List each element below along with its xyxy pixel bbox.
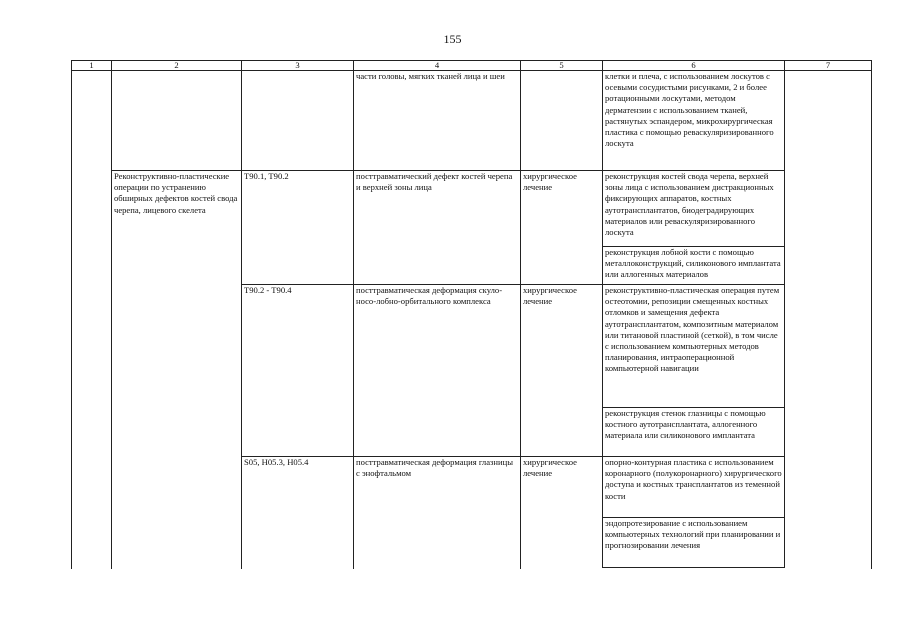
codes-cell: T90.2 - T90.4 <box>242 285 354 457</box>
column-header: 3 <box>242 61 354 71</box>
method-cell: эндопротезирование с использованием компьютерных технологий при планировании и прогнозировании лечения <box>603 518 785 568</box>
method-cell <box>603 568 785 569</box>
method-cell: реконструкция костей свода черепа, верхней зоны лица с использованием дистракционных фиксирующих аппаратов, костных аутотрансплантатов, биодеградирующих материалов или реваскуляризированного лоскута <box>603 171 785 247</box>
col3-cell <box>242 71 354 171</box>
method-cell: реконструкция стенок глазницы с помощью костного аутотрансплантата, аллогенного материала или силиконового имплантата <box>603 408 785 457</box>
column-header-row <box>72 61 872 71</box>
column-header: 4 <box>354 61 521 71</box>
column-header: 6 <box>603 61 785 71</box>
diagnosis-cell: посттравматическая деформация скуло-носо-лобно-орбитального комплекса <box>354 285 521 457</box>
method-cell: опорно-контурная пластика с использованием коронарного (полукоронарного) хирургического доступа и костных трансплантатов из теменной кости <box>603 457 785 518</box>
column-header: 5 <box>521 61 603 71</box>
diagnosis-cell: посттравматическая деформация глазницы с энофтальмом <box>354 457 521 569</box>
treatment-cell: хирургическое лечение <box>521 457 603 569</box>
treatment-cell: хирургическое лечение <box>521 285 603 457</box>
treatment-cell <box>521 71 603 171</box>
group-name-cell: Реконструктивно-пластические операции по устранению обширных дефектов костей свода черепа, лицевого скелета <box>112 171 242 569</box>
table-row <box>72 171 872 247</box>
continuation-row <box>72 71 872 171</box>
col7-cell <box>785 71 872 569</box>
treatment-cell: хирургическое лечение <box>521 171 603 285</box>
column-header: 1 <box>72 61 112 71</box>
method-cell: клетки и плеча, с использованием лоскутов с осевыми сосудистыми рисунками, 2 и более ротационными лоскутами, методом дерматензии с использованием тканей, растянутых эспандером, микрохирургическая пластика с помощью реваскуляризированного лоскута <box>603 71 785 171</box>
diagnosis-cell: части головы, мягких тканей лица и шеи <box>354 71 521 171</box>
col1-cell <box>72 71 112 569</box>
procedures-table <box>71 60 872 568</box>
method-cell: реконструктивно-пластическая операция путем остеотомии, репозиции смещенных костных отломков и замещения дефекта аутотрансплантатом, композитным материалом или титановой пластиной (сеткой), в том числе с использованием компьютерных методов планирования, интраоперационной компьютерной навигации <box>603 285 785 408</box>
diagnosis-cell: посттравматический дефект костей черепа и верхней зоны лица <box>354 171 521 285</box>
codes-cell: S05, H05.3, H05.4 <box>242 457 354 569</box>
col2-cell <box>112 71 242 171</box>
codes-cell: T90.1, T90.2 <box>242 171 354 285</box>
method-cell: реконструкция лобной кости с помощью металлоконструкций, силиконового имплантата или аллогенных материалов <box>603 247 785 285</box>
page-number: 155 <box>443 32 462 46</box>
column-header: 7 <box>785 61 872 71</box>
column-header: 2 <box>112 61 242 71</box>
